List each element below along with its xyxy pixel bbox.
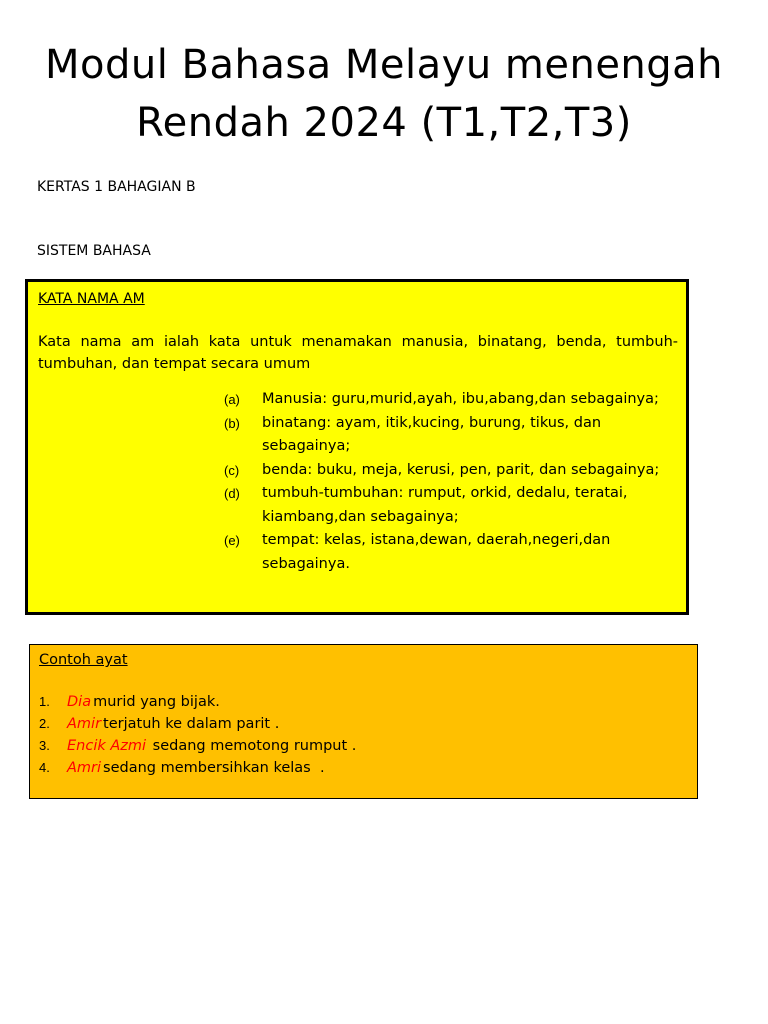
sentence-item: [39, 757, 679, 779]
example-heading: Contoh ayat: [39, 652, 128, 668]
list-marker: (c): [224, 462, 240, 478]
sentence-subject: Amri: [67, 760, 102, 776]
sentence-number: 3.: [39, 738, 50, 753]
sentence-subject: Encik Azmi: [67, 738, 147, 754]
definition-text: Kata nama am ialah kata untuk menamakan manusia, binatang, benda, tumbuh-tumbuhan, dan tempat secara umum: [38, 334, 678, 372]
sentence-subject: Amir: [67, 716, 102, 732]
example-category-list: [224, 388, 664, 576]
list-marker: (a): [224, 392, 240, 407]
sentence-body: [67, 735, 356, 757]
sentence-body: [67, 691, 220, 713]
definition-box: [25, 279, 689, 615]
list-item-text: benda: buku, meja, kerusi, pen, parit, dan sebagainya;: [262, 461, 660, 478]
page-title-line-2: Rendah 2024 (T1,T2,T3): [136, 100, 632, 146]
list-item-text: binatang: ayam, itik,kucing, burung, tikus, dan sebagainya;: [262, 414, 602, 454]
page-title: [0, 36, 768, 152]
sentence-number: 2.: [39, 716, 50, 731]
sentence-number: 1.: [39, 694, 50, 709]
list-item: [224, 412, 664, 459]
page-title-line-1: Modul Bahasa Melayu menengah: [44, 42, 724, 88]
sentence-rest: sedang membersihkan kelas .: [103, 760, 325, 776]
sentence-number: 4.: [39, 760, 50, 775]
paper-label: KERTAS 1 BAHAGIAN B: [37, 179, 196, 195]
list-item: [224, 482, 664, 529]
list-marker: (e): [224, 533, 240, 548]
list-marker: (d): [224, 486, 240, 501]
sentence-body: [67, 713, 279, 735]
sentence-rest: terjatuh ke dalam parit .: [103, 716, 280, 732]
list-item-text: Manusia: guru,murid,ayah, ibu,abang,dan sebagainya;: [262, 391, 659, 407]
definition-heading: KATA NAMA AM: [38, 291, 145, 307]
list-item: [224, 388, 664, 412]
list-item: [224, 529, 664, 576]
sentence-subject: Dia: [67, 694, 92, 710]
list-item: [224, 459, 664, 483]
sentence-body: [67, 757, 325, 779]
example-box: [29, 644, 698, 799]
sentence-rest: murid yang bijak.: [93, 694, 220, 710]
list-item-text: tumbuh-tumbuhan: rumput, orkid, dedalu, teratai, kiambang,dan sebagainya;: [262, 485, 628, 525]
list-item-text: tempat: kelas, istana,dewan, daerah,negeri,dan sebagainya.: [262, 532, 611, 572]
list-marker: (b): [224, 415, 240, 431]
example-sentence-list: [39, 691, 679, 779]
sentence-item: [39, 713, 679, 735]
sentence-item: [39, 735, 679, 757]
sentence-item: [39, 691, 679, 713]
sentence-rest: sedang memotong rumput .: [148, 738, 357, 754]
section-label: SISTEM BAHASA: [37, 243, 151, 259]
